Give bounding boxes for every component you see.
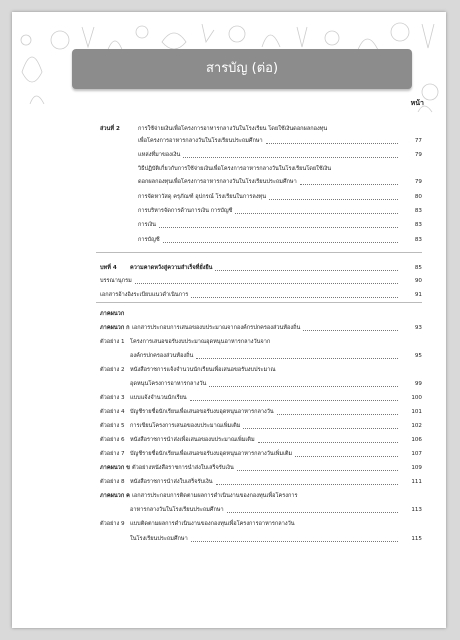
toc-entry-text: ความคาดหวังสู่ความสำเร็จที่ยั่งยืน bbox=[130, 265, 213, 271]
toc-entry bbox=[12, 136, 446, 146]
toc-entry-label: ตัวอย่าง 4 bbox=[100, 409, 125, 415]
toc-page-number: 80 bbox=[414, 194, 422, 200]
dot-leader bbox=[215, 263, 398, 271]
dot-leader bbox=[209, 379, 398, 387]
toc-page-number: 85 bbox=[414, 265, 422, 271]
toc-entry bbox=[12, 177, 446, 187]
dot-leader bbox=[243, 421, 398, 429]
toc-entry-text: เอกสารประกอบการเสนอของบประมาณจากองค์กรปกครองส่วนท้องถิ่น bbox=[132, 325, 301, 331]
dot-leader bbox=[196, 351, 398, 359]
dot-leader bbox=[135, 276, 398, 284]
dot-leader bbox=[191, 534, 398, 542]
toc-entry-label: บทที่ 4 bbox=[100, 265, 117, 271]
toc-entry bbox=[12, 164, 446, 174]
toc-page-number: 106 bbox=[411, 437, 422, 443]
toc-entry-label: ภาคผนวก ค bbox=[100, 493, 130, 499]
dot-leader bbox=[159, 220, 398, 228]
table-of-contents bbox=[12, 12, 446, 628]
toc-entry-text: บัญชีรายชื่อนักเรียนเพื่อเสนอขอรับงบอุดหนุนอาหารกลางวันเพิ่มเติม bbox=[130, 451, 293, 457]
dot-leader bbox=[277, 407, 398, 415]
toc-page-number: 90 bbox=[414, 278, 422, 284]
dot-leader bbox=[295, 449, 398, 457]
toc-entry bbox=[12, 124, 446, 134]
toc-entry bbox=[12, 309, 446, 319]
section-divider bbox=[96, 302, 422, 303]
dot-leader bbox=[266, 136, 398, 144]
section-divider bbox=[96, 252, 422, 253]
toc-entry bbox=[12, 407, 446, 417]
dot-leader bbox=[191, 290, 398, 298]
toc-page-number: 99 bbox=[414, 381, 422, 387]
dot-leader bbox=[269, 192, 398, 200]
toc-entry bbox=[12, 421, 446, 431]
toc-entry bbox=[12, 276, 446, 286]
toc-entry-text: อุดหนุนโครงการอาหารกลางวัน bbox=[130, 381, 207, 387]
toc-page-number: 111 bbox=[411, 479, 422, 485]
toc-entry bbox=[12, 534, 446, 544]
toc-entry-text: แหล่งที่มาของเงิน bbox=[138, 152, 181, 158]
toc-entry-text: บรรณานุกรม bbox=[100, 278, 132, 284]
toc-entry-text: แบบติดตามผลการดำเนินงานของกองทุนเพื่อโครงการอาหารกลางวัน bbox=[130, 521, 295, 527]
toc-page-number: 79 bbox=[414, 152, 422, 158]
dot-leader bbox=[300, 177, 398, 185]
toc-entry-text: อาหารกลางวันในโรงเรียนประถมศึกษา bbox=[130, 507, 224, 513]
toc-page-number: 113 bbox=[411, 507, 422, 513]
dot-leader bbox=[258, 435, 398, 443]
toc-entry bbox=[12, 150, 446, 160]
toc-entry bbox=[12, 290, 446, 300]
toc-entry-label: ภาคผนวก ก bbox=[100, 325, 130, 331]
toc-entry bbox=[12, 235, 446, 245]
toc-page-number: 83 bbox=[414, 208, 422, 214]
toc-entry-text: การเงิน bbox=[138, 222, 156, 228]
toc-entry-text: วิธีปฏิบัติเกี่ยวกับการใช้จ่ายเงินเพื่อโครงการอาหารกลางวันในโรงเรียนโดยใช้เงิน bbox=[138, 166, 332, 172]
toc-entry bbox=[12, 351, 446, 361]
toc-page-number: 101 bbox=[411, 409, 422, 415]
toc-entry bbox=[12, 323, 446, 333]
dot-leader bbox=[163, 235, 398, 243]
dot-leader bbox=[190, 393, 398, 401]
toc-entry bbox=[12, 379, 446, 389]
toc-entry-text: เอกสารประกอบการติดตามผลการดำเนินงานของกองทุนเพื่อโครงการ bbox=[132, 493, 298, 499]
toc-page-number: 83 bbox=[414, 237, 422, 243]
toc-entry-text: เพื่อโครงการอาหารกลางวันในโรงเรียนประถมศึกษา bbox=[138, 138, 263, 144]
toc-entry-text: การเขียนโครงการเสนอของบประมาณเพิ่มเติม bbox=[130, 423, 241, 429]
toc-entry bbox=[12, 192, 446, 202]
toc-entry-label: ตัวอย่าง 6 bbox=[100, 437, 125, 443]
toc-entry bbox=[12, 435, 446, 445]
toc-entry-text: ในโรงเรียนประถมศึกษา bbox=[130, 536, 188, 542]
toc-entry bbox=[12, 477, 446, 487]
toc-page-number: 93 bbox=[414, 325, 422, 331]
toc-page-number: 109 bbox=[411, 465, 422, 471]
toc-entry-label: ตัวอย่าง 7 bbox=[100, 451, 125, 457]
toc-entry-label: ตัวอย่าง 8 bbox=[100, 479, 125, 485]
toc-page-number: 102 bbox=[411, 423, 422, 429]
toc-entry-text: การจัดหาวัสดุ ครุภัณฑ์ อุปกรณ์ โรงเรียนในการลงทุน bbox=[138, 194, 267, 200]
toc-entry-label: ตัวอย่าง 3 bbox=[100, 395, 125, 401]
toc-entry-text: หนังสือราชการแจ้งจำนวนนักเรียนเพื่อเสนอขอรับงบประมาณ bbox=[130, 367, 276, 373]
toc-entry-text: การใช้จ่ายเงินเพื่อโครงการอาหารกลางวันในโรงเรียน โดยใช้เงินดอกผลกองทุน bbox=[138, 126, 328, 132]
toc-entry-text: การบัญชี bbox=[138, 237, 160, 243]
toc-entry bbox=[12, 337, 446, 347]
toc-entry-text: ตัวอย่างหนังสือราชการนำส่งใบเสร็จรับเงิน bbox=[132, 465, 234, 471]
toc-entry-label: ตัวอย่าง 9 bbox=[100, 521, 125, 527]
toc-page-number: 77 bbox=[414, 138, 422, 144]
dot-leader bbox=[183, 150, 398, 158]
toc-entry bbox=[12, 365, 446, 375]
document-page bbox=[12, 12, 446, 628]
toc-entry-text: ภาคผนวก bbox=[100, 311, 125, 317]
toc-entry bbox=[12, 463, 446, 473]
toc-entry bbox=[12, 220, 446, 230]
dot-leader bbox=[216, 477, 398, 485]
toc-page-number: 95 bbox=[414, 353, 422, 359]
toc-entry bbox=[12, 206, 446, 216]
toc-page-number: 107 bbox=[411, 451, 422, 457]
toc-entry-label: ตัวอย่าง 1 bbox=[100, 339, 125, 345]
page-column-label: หน้า bbox=[410, 99, 424, 107]
dot-leader bbox=[227, 505, 398, 513]
toc-entry-text: หนังสือราชการนำส่งใบเสร็จรับเงิน bbox=[130, 479, 213, 485]
toc-entry-label: ภาคผนวก ข bbox=[100, 465, 130, 471]
toc-entry-text: องค์กรปกครองส่วนท้องถิ่น bbox=[130, 353, 194, 359]
dot-leader bbox=[303, 323, 398, 331]
toc-entry-text: โครงการเสนอขอรับงบประมาณอุดหนุนอาหารกลางวันจาก bbox=[130, 339, 271, 345]
toc-page-number: 115 bbox=[411, 536, 422, 542]
toc-entry-text: ดอกผลกองทุนเพื่อโครงการอาหารกลางวันในโรงเรียนประถมศึกษา bbox=[138, 179, 297, 185]
toc-entry-label: ตัวอย่าง 2 bbox=[100, 367, 125, 373]
toc-page-number: 79 bbox=[414, 179, 422, 185]
toc-page-number: 83 bbox=[414, 222, 422, 228]
toc-entry bbox=[12, 449, 446, 459]
dot-leader bbox=[237, 463, 398, 471]
toc-entry-label: ส่วนที่ 2 bbox=[100, 126, 120, 132]
toc-entry-text: การบริหารจัดการด้านการเงิน การบัญชี bbox=[138, 208, 233, 214]
toc-entry bbox=[12, 519, 446, 529]
toc-entry-label: ตัวอย่าง 5 bbox=[100, 423, 125, 429]
toc-page-number: 91 bbox=[414, 292, 422, 298]
toc-title-banner: สารบัญ (ต่อ) bbox=[72, 49, 412, 89]
toc-page-number: 100 bbox=[411, 395, 422, 401]
toc-entry bbox=[12, 393, 446, 403]
toc-entry-text: หนังสือราชการนำส่งเพื่อเสนอของบประมาณเพิ่มเติม bbox=[130, 437, 255, 443]
toc-entry-text: แบบแจ้งจำนวนนักเรียน bbox=[130, 395, 187, 401]
toc-entry bbox=[12, 263, 446, 273]
toc-entry bbox=[12, 491, 446, 501]
toc-entry-text: บัญชีรายชื่อนักเรียนเพื่อเสนอขอรับงบอุดหนุนอาหารกลางวัน bbox=[130, 409, 274, 415]
toc-entry bbox=[12, 505, 446, 515]
toc-entry-text: เอกสารอ้างอิงระเบียบแนวดำเนินการ bbox=[100, 292, 189, 298]
dot-leader bbox=[235, 206, 398, 214]
